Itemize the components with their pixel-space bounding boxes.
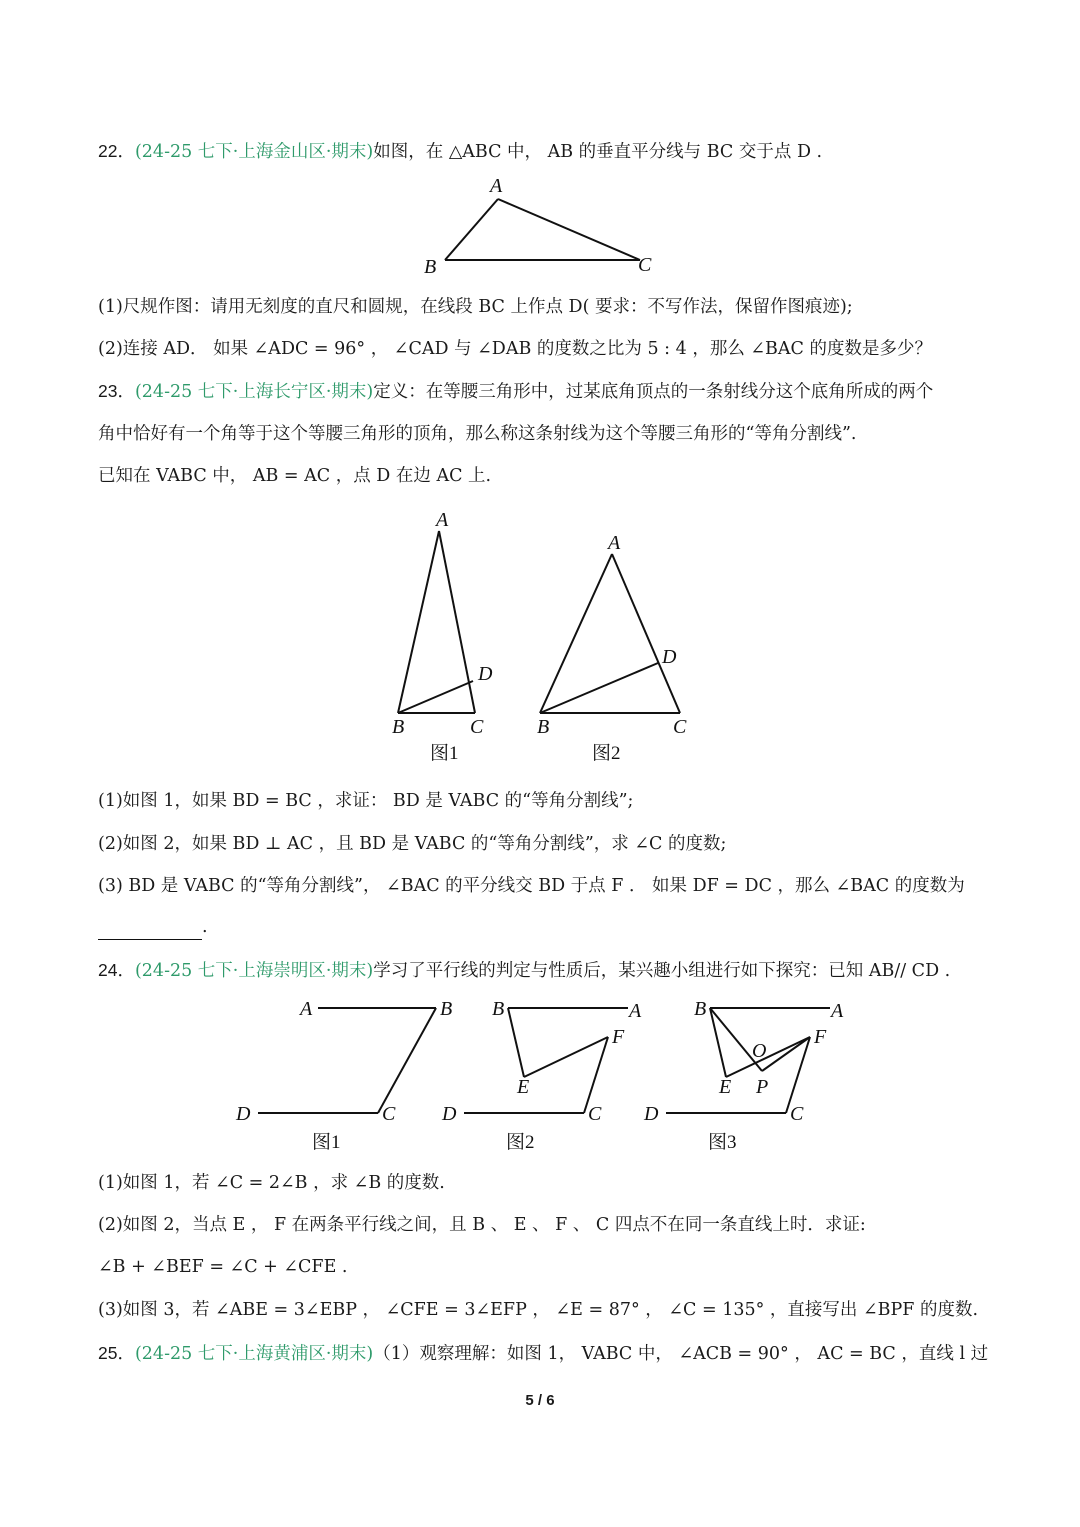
q22-label-a: A (490, 175, 503, 197)
q24-part2a: (2)如图 2，当点 E ， F 在两条平行线之间，且 B 、 E 、 F 、 C 四点不在同一条直线上时．求证: (98, 1215, 866, 1235)
q24f1-caption: 图1 (312, 1132, 341, 1153)
q24-figure-2 (438, 995, 658, 1155)
q24f3-label-o: O (752, 1040, 767, 1062)
q23-part3: (3) BD 是 VABC 的“等角分割线”， ∠BAC 的平分线交 BD 于点 F ． 如果 DF = DC ，那么 ∠BAC 的度数为 (98, 876, 965, 896)
q22-part2: (2)连接 AD． 如果 ∠ADC = 96° ， ∠CAD 与 ∠DAB 的度数之比为 5 : 4 ，那么 ∠BAC 的度数是多少？ (98, 339, 932, 359)
q23-stem-line1 (98, 378, 933, 405)
q24f3-label-c: C (790, 1103, 804, 1125)
q24-part3: (3)如图 3，若 ∠ABE = 3∠EBP ， ∠CFE = 3∠EFP ， ∠E = 87° ， ∠C = 135° ，直接写出 ∠BPF 的度数. (98, 1300, 979, 1320)
q23-answer-line (98, 914, 208, 940)
q23f2-label-d: D (662, 646, 677, 668)
q23f2-label-a: A (608, 532, 621, 554)
q23-part1: (1)如图 1，如果 BD = BC ，求证： BD 是 VABC 的“等角分割线”; (98, 791, 634, 811)
q24f3-caption: 图3 (708, 1132, 737, 1153)
q23-figure-1 (380, 505, 520, 770)
q25-number: 25． (98, 1343, 135, 1363)
q23-figure-2 (530, 530, 710, 770)
q22-part1: (1)尺规作图：请用无刻度的直尺和圆规，在线段 BC 上作点 D( 要求：不写作法，保留作图痕迹); (98, 297, 853, 317)
q22-stem: 如图，在 △ABC 中， AB 的垂直平分线与 BC 交于点 D . (373, 142, 823, 162)
q24f1-label-b: B (440, 998, 453, 1020)
q23-answer-blank (98, 921, 202, 940)
q24f2-label-b: B (492, 998, 505, 1020)
q24f2-label-c: C (588, 1103, 602, 1125)
q23f2-label-b: B (537, 716, 550, 738)
q23f1-caption: 图1 (430, 743, 459, 764)
q22-stem-line (98, 138, 822, 165)
q25-stem-line (98, 1340, 988, 1367)
q25-source: (24-25 七下·上海黄浦区·期末) (134, 1344, 374, 1364)
q24f1-label-d: D (236, 1103, 251, 1125)
q23f1-label-b: B (392, 716, 405, 738)
q22-source: (24-25 七下·上海金山区·期末) (134, 142, 374, 162)
q24-figure-3 (640, 995, 860, 1155)
page-number: 5 / 6 (525, 1392, 555, 1409)
q24f2-label-f: F (612, 1026, 625, 1048)
q23f1-label-c: C (470, 716, 484, 738)
q23-source: (24-25 七下·上海长宁区·期末) (134, 382, 374, 402)
q22-label-b: B (424, 256, 437, 278)
q24f1-label-c: C (382, 1103, 396, 1125)
q24-figure-1 (230, 995, 470, 1155)
q24-source: (24-25 七下·上海崇明区·期末) (134, 961, 374, 981)
q23-part2: (2)如图 2，如果 BD ⊥ AC ，且 BD 是 VABC 的“等角分割线”，求 ∠C 的度数; (98, 834, 727, 854)
q24f3-label-f: F (814, 1026, 827, 1048)
q24f3-label-a: A (831, 1000, 844, 1022)
q25-stem: （1）观察理解：如图 1， VABC 中， ∠ACB = 90° ， AC = BC ，直线 l 过 (373, 1344, 989, 1364)
q22-label-c: C (638, 254, 652, 276)
q23f2-label-c: C (673, 716, 687, 738)
q24-stem: 学习了平行线的判定与性质后，某兴趣小组进行如下探究：已知 AB// CD . (373, 961, 951, 981)
q22-number: 22． (98, 141, 135, 161)
q23f1-label-a: A (436, 509, 449, 531)
q24f1-label-a: A (300, 998, 313, 1020)
q24f3-label-d: D (644, 1103, 659, 1125)
q23-stem1: 定义：在等腰三角形中，过某底角顶点的一条射线分这个底角所成的两个 (373, 382, 934, 402)
q23-stem2: 角中恰好有一个角等于这个等腰三角形的顶角，那么称这条射线为这个等腰三角形的“等角分割线”. (98, 424, 857, 444)
q23f2-caption: 图2 (592, 743, 621, 764)
q24f3-label-b: B (694, 998, 707, 1020)
q24f2-label-d: D (442, 1103, 457, 1125)
q23-number: 23． (98, 381, 135, 401)
q24f2-caption: 图2 (506, 1132, 535, 1153)
q24f2-label-e: E (517, 1076, 530, 1098)
q24-stem-line (98, 957, 950, 984)
q24f3-label-e: E (719, 1076, 732, 1098)
q22-figure (420, 170, 670, 280)
q24-number: 24． (98, 960, 135, 980)
q24f3-label-p: P (756, 1076, 769, 1098)
q23-stem3: 已知在 VABC 中， AB = AC ，点 D 在边 AC 上. (98, 466, 492, 486)
q24-part2b: ∠B + ∠BEF = ∠C + ∠CFE . (98, 1257, 348, 1277)
q24-part1: (1)如图 1，若 ∠C = 2∠B ，求 ∠B 的度数. (98, 1173, 445, 1193)
q23-part3-end: . (202, 917, 208, 937)
q23f1-label-d: D (478, 663, 493, 685)
q24f2-label-a: A (629, 1000, 642, 1022)
